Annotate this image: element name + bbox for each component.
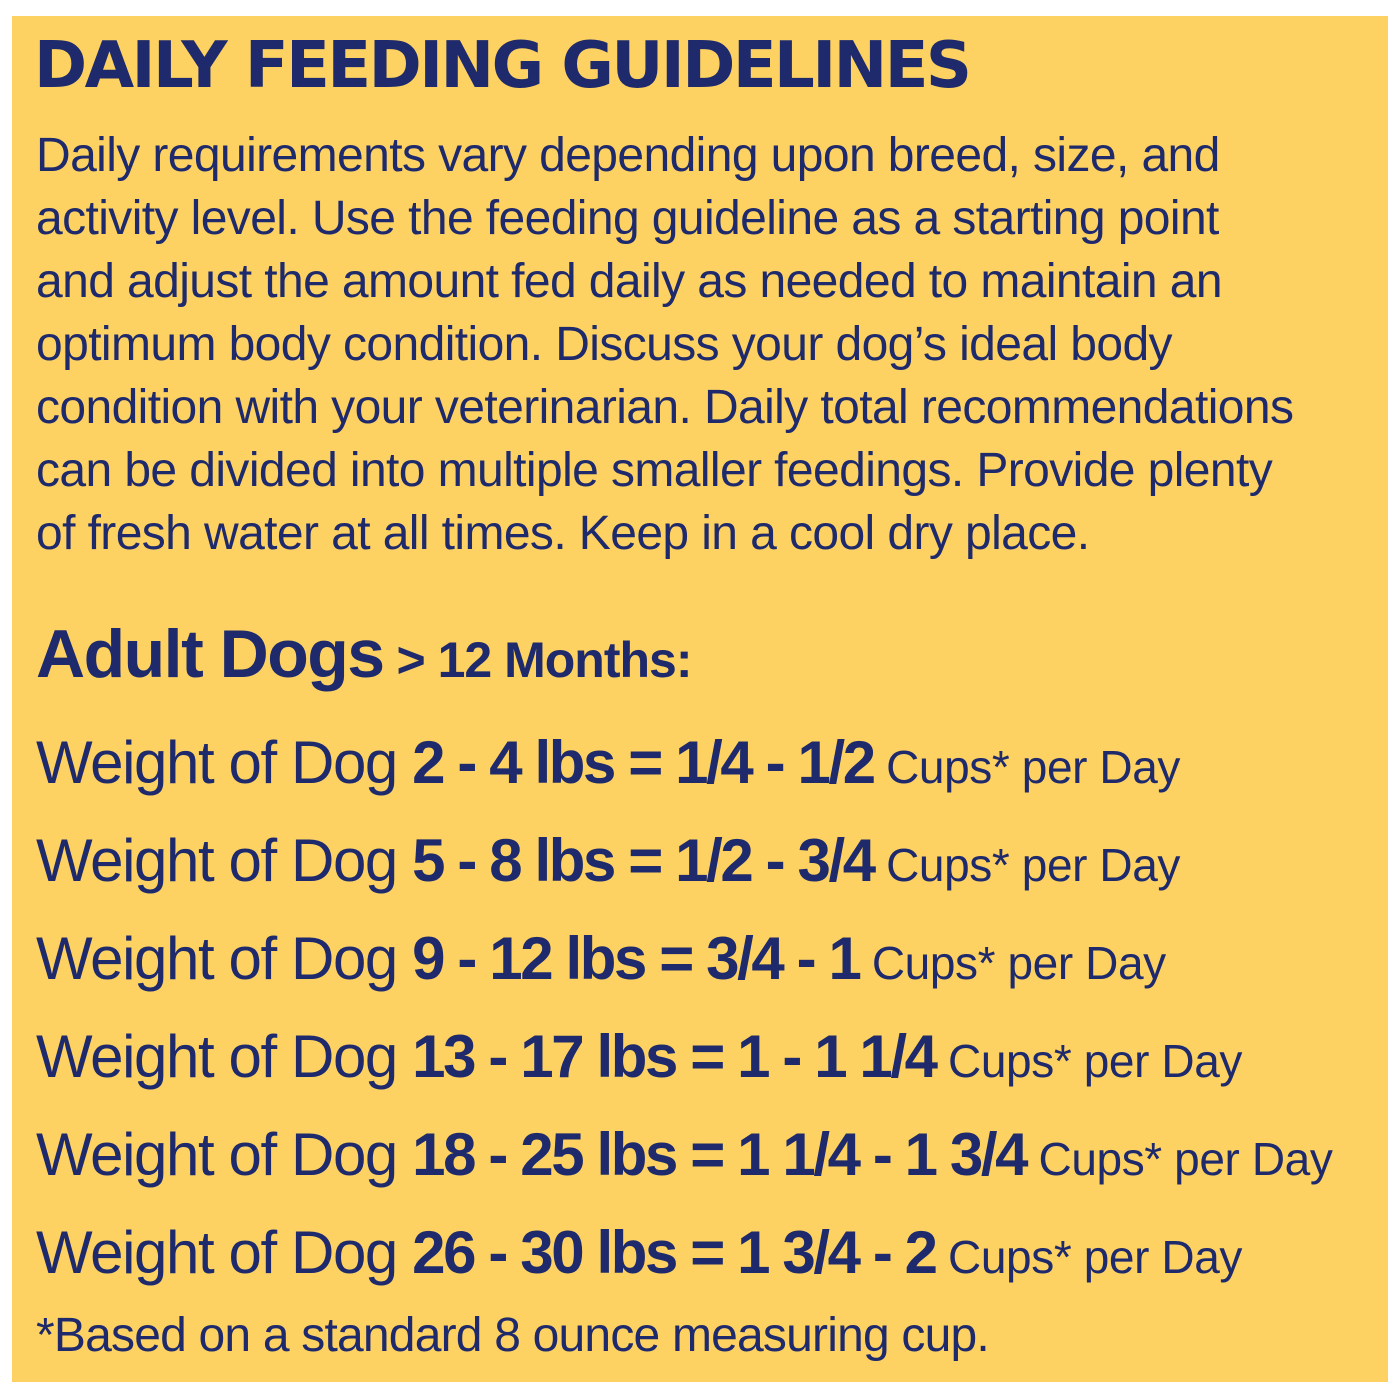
row-unit: Cups* per Day <box>873 741 1181 793</box>
row-unit: Cups* per Day <box>935 1035 1242 1087</box>
page-title: DAILY FEEDING GUIDELINES <box>34 29 970 103</box>
row-label: Weight of Dog <box>36 729 413 796</box>
row-amount: 2 - 4 lbs = 1/4 - 1/2 <box>412 729 874 796</box>
row-label: Weight of Dog <box>36 1023 413 1090</box>
intro-line: optimum body condition. Discuss your dog’s ideal body <box>36 318 1172 371</box>
footnote: *Based on a standard 8 ounce measuring cup. <box>36 1309 989 1362</box>
intro-paragraph <box>36 124 1376 565</box>
feeding-row <box>36 1018 1332 1116</box>
section-heading <box>36 616 692 692</box>
section-heading-sub: > 12 Months: <box>383 632 692 688</box>
row-amount: 5 - 8 lbs = 1/2 - 3/4 <box>412 827 874 894</box>
feeding-row <box>36 822 1332 920</box>
row-amount: 9 - 12 lbs = 3/4 - 1 <box>412 925 860 992</box>
row-unit: Cups* per Day <box>873 839 1181 891</box>
intro-line: condition with your veterinarian. Daily total recommendations <box>36 381 1294 434</box>
row-amount: 13 - 17 lbs = 1 - 1 1/4 <box>412 1023 936 1090</box>
intro-line: and adjust the amount fed daily as needed to maintain an <box>36 255 1222 308</box>
row-label: Weight of Dog <box>36 1219 413 1286</box>
row-unit: Cups* per Day <box>859 937 1166 989</box>
row-amount: 18 - 25 lbs = 1 1/4 - 1 3/4 <box>412 1121 1027 1188</box>
feeding-row <box>36 920 1332 1018</box>
row-unit: Cups* per Day <box>1026 1133 1333 1185</box>
feeding-table <box>36 724 1332 1312</box>
row-label: Weight of Dog <box>36 925 413 992</box>
intro-line: of fresh water at all times. Keep in a cool dry place. <box>36 507 1090 560</box>
intro-line: can be divided into multiple smaller feedings. Provide plenty <box>36 444 1273 497</box>
row-label: Weight of Dog <box>36 1121 413 1188</box>
feeding-guidelines-panel <box>12 16 1388 1382</box>
row-unit: Cups* per Day <box>935 1231 1242 1283</box>
feeding-row <box>36 1116 1332 1214</box>
intro-line: Daily requirements vary depending upon breed, size, and <box>36 129 1220 182</box>
row-amount: 26 - 30 lbs = 1 3/4 - 2 <box>412 1219 936 1286</box>
feeding-row <box>36 724 1332 822</box>
row-label: Weight of Dog <box>36 827 413 894</box>
intro-line: activity level. Use the feeding guideline as a starting point <box>36 192 1219 245</box>
feeding-row <box>36 1214 1332 1312</box>
section-heading-main: Adult Dogs <box>36 616 384 692</box>
